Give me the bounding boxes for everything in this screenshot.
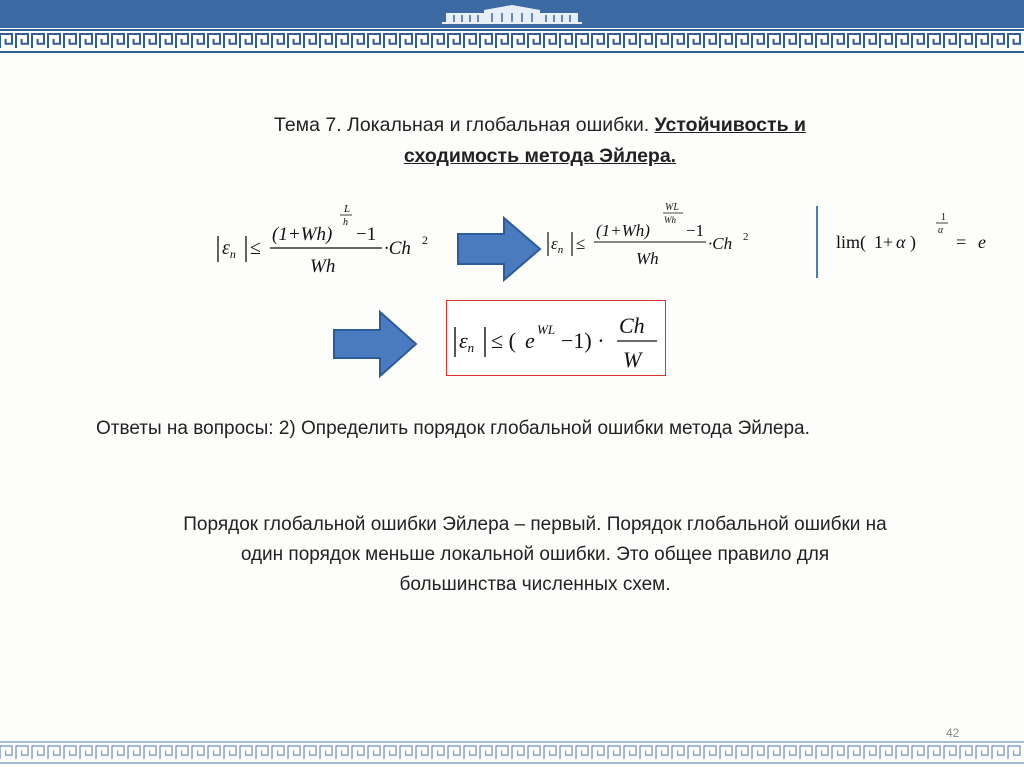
svg-text:≤: ≤ [250, 237, 261, 259]
svg-text:e: e [525, 328, 535, 353]
svg-text:εn: εn [459, 328, 475, 355]
formula-local-bound [210, 200, 450, 280]
separator-bar [816, 206, 818, 278]
svg-text:1: 1 [941, 212, 946, 223]
svg-text:WL: WL [537, 322, 556, 337]
svg-text:−1: −1 [686, 221, 705, 240]
svg-text:α: α [938, 225, 944, 236]
svg-text:Wh: Wh [636, 249, 659, 268]
svg-text:(1+Wh): (1+Wh) [596, 221, 650, 240]
answer-line: Порядок глобальной ошибки Эйлера – первый. Порядок глобальной ошибки на [183, 514, 887, 535]
svg-text:L: L [344, 203, 351, 215]
svg-text:(1+Wh): (1+Wh) [272, 224, 333, 245]
svg-text:e: e [978, 232, 986, 252]
svg-text:2: 2 [422, 233, 428, 247]
svg-text:W: W [623, 347, 642, 372]
svg-text:≤: ≤ [576, 234, 586, 253]
svg-text:Ch: Ch [619, 313, 645, 338]
svg-text:Wh: Wh [664, 215, 676, 225]
arrow-right-icon [456, 214, 546, 284]
svg-text:·Ch: ·Ch [384, 238, 411, 259]
svg-text:≤ (: ≤ ( [491, 328, 516, 353]
answer-line: один порядок меньше локальной ошибки. Это общее правило для [240, 544, 830, 565]
svg-text:WL: WL [665, 202, 679, 213]
svg-text:·Ch: ·Ch [708, 234, 733, 253]
svg-text:−1: −1 [356, 224, 377, 245]
formula-global-bound [447, 301, 665, 375]
svg-text:Wh: Wh [310, 256, 336, 277]
svg-text:1+: 1+ [874, 232, 894, 252]
svg-text:εn: $\varepsilon_n$ [551, 234, 564, 256]
arrow-right-icon [332, 308, 422, 378]
svg-text:α: α [896, 232, 906, 252]
formula-limit [832, 206, 1012, 266]
answer-line: большинства численных схем. [399, 574, 671, 595]
building-icon [430, 2, 594, 26]
svg-text:=: = [956, 232, 967, 252]
question-text: Ответы на вопросы: 2) Определить порядок глобальной ошибки метода Эйлера. [96, 418, 810, 439]
svg-text:εn: $\varepsilon_n$ [222, 237, 236, 261]
answer-text [80, 510, 990, 600]
footer-band [0, 739, 1024, 767]
slide-title: Тема 7. Локальная и глобальная ошибки. Устойчивость и сходимость метода Эйлера. [274, 114, 806, 167]
svg-text:2: 2 [743, 231, 749, 243]
formula-local-bound-exp [540, 198, 780, 278]
svg-text:lim(: lim( [836, 232, 866, 252]
svg-text:h: h [343, 217, 348, 228]
svg-text:): ) [910, 232, 916, 252]
svg-text:−1) ·: −1) · [561, 328, 605, 353]
page-number: 42 [946, 726, 960, 740]
header-band [0, 0, 1024, 60]
